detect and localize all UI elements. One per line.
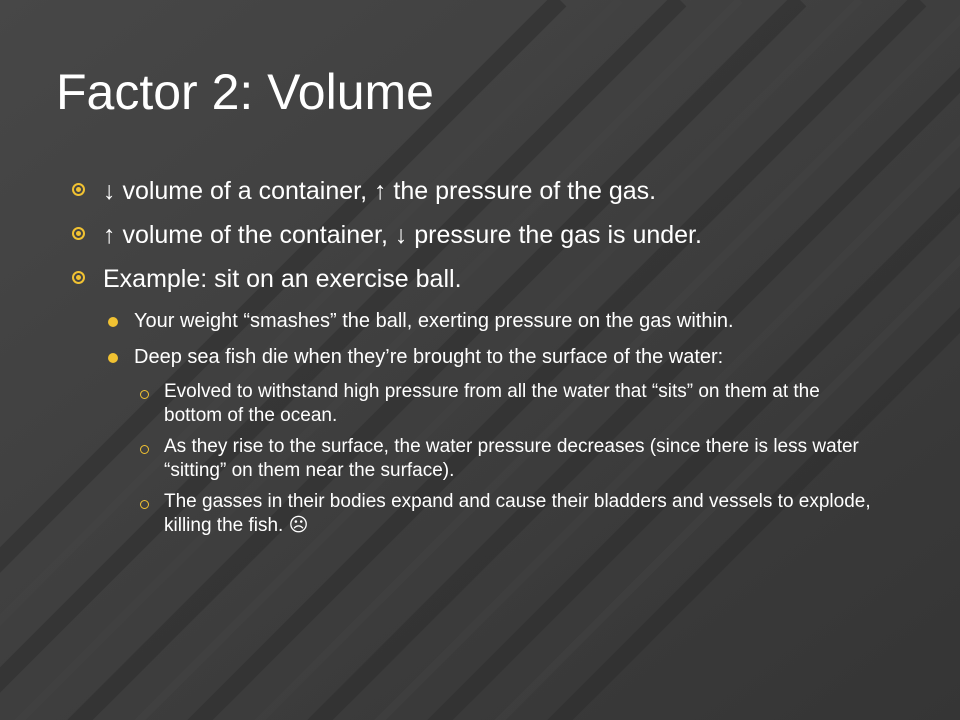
sub-bullet-item <box>72 344 872 370</box>
sub-sub-bullet-text: Evolved to withstand high pressure from all the water that “sits” on them at the bottom of the ocean. <box>164 381 820 426</box>
sub-sub-bullet-text: As they rise to the surface, the water pressure decreases (since there is less water “sitting” on them near the surface). <box>164 436 859 481</box>
bullet-item <box>72 220 872 251</box>
bullet-item <box>72 264 872 295</box>
sub-sub-bullet-item <box>72 435 872 483</box>
bullet-item <box>72 176 872 207</box>
bullet-dot-icon <box>108 317 118 327</box>
sub-bullet-text: Your weight “smashes” the ball, exerting pressure on the gas within. <box>134 310 734 332</box>
sub-bullet-text: Deep sea fish die when they’re brought to the surface of the water: <box>134 346 724 368</box>
sub-sub-bullet-text: The gasses in their bodies expand and cause their bladders and vessels to explode, killing the fish. ☹ <box>164 491 871 536</box>
sub-sub-bullet-item <box>72 490 872 538</box>
bullet-small-ring-icon <box>140 500 149 509</box>
bullet-text: ↓ volume of a container, ↑ the pressure of the gas. <box>103 177 657 205</box>
bullet-small-ring-icon <box>140 390 149 399</box>
bullet-small-ring-icon <box>140 445 149 454</box>
slide-content <box>72 176 872 545</box>
sub-bullet-item <box>72 308 872 334</box>
bullet-dot-icon <box>108 353 118 363</box>
bullet-ring-icon <box>72 271 85 284</box>
slide-title: Factor 2: Volume <box>56 64 434 120</box>
sub-sub-bullet-item <box>72 380 872 428</box>
bullet-ring-icon <box>72 227 85 240</box>
bullet-text: Example: sit on an exercise ball. <box>103 265 462 293</box>
bullet-ring-icon <box>72 183 85 196</box>
bullet-text: ↑ volume of the container, ↓ pressure the gas is under. <box>103 221 702 249</box>
